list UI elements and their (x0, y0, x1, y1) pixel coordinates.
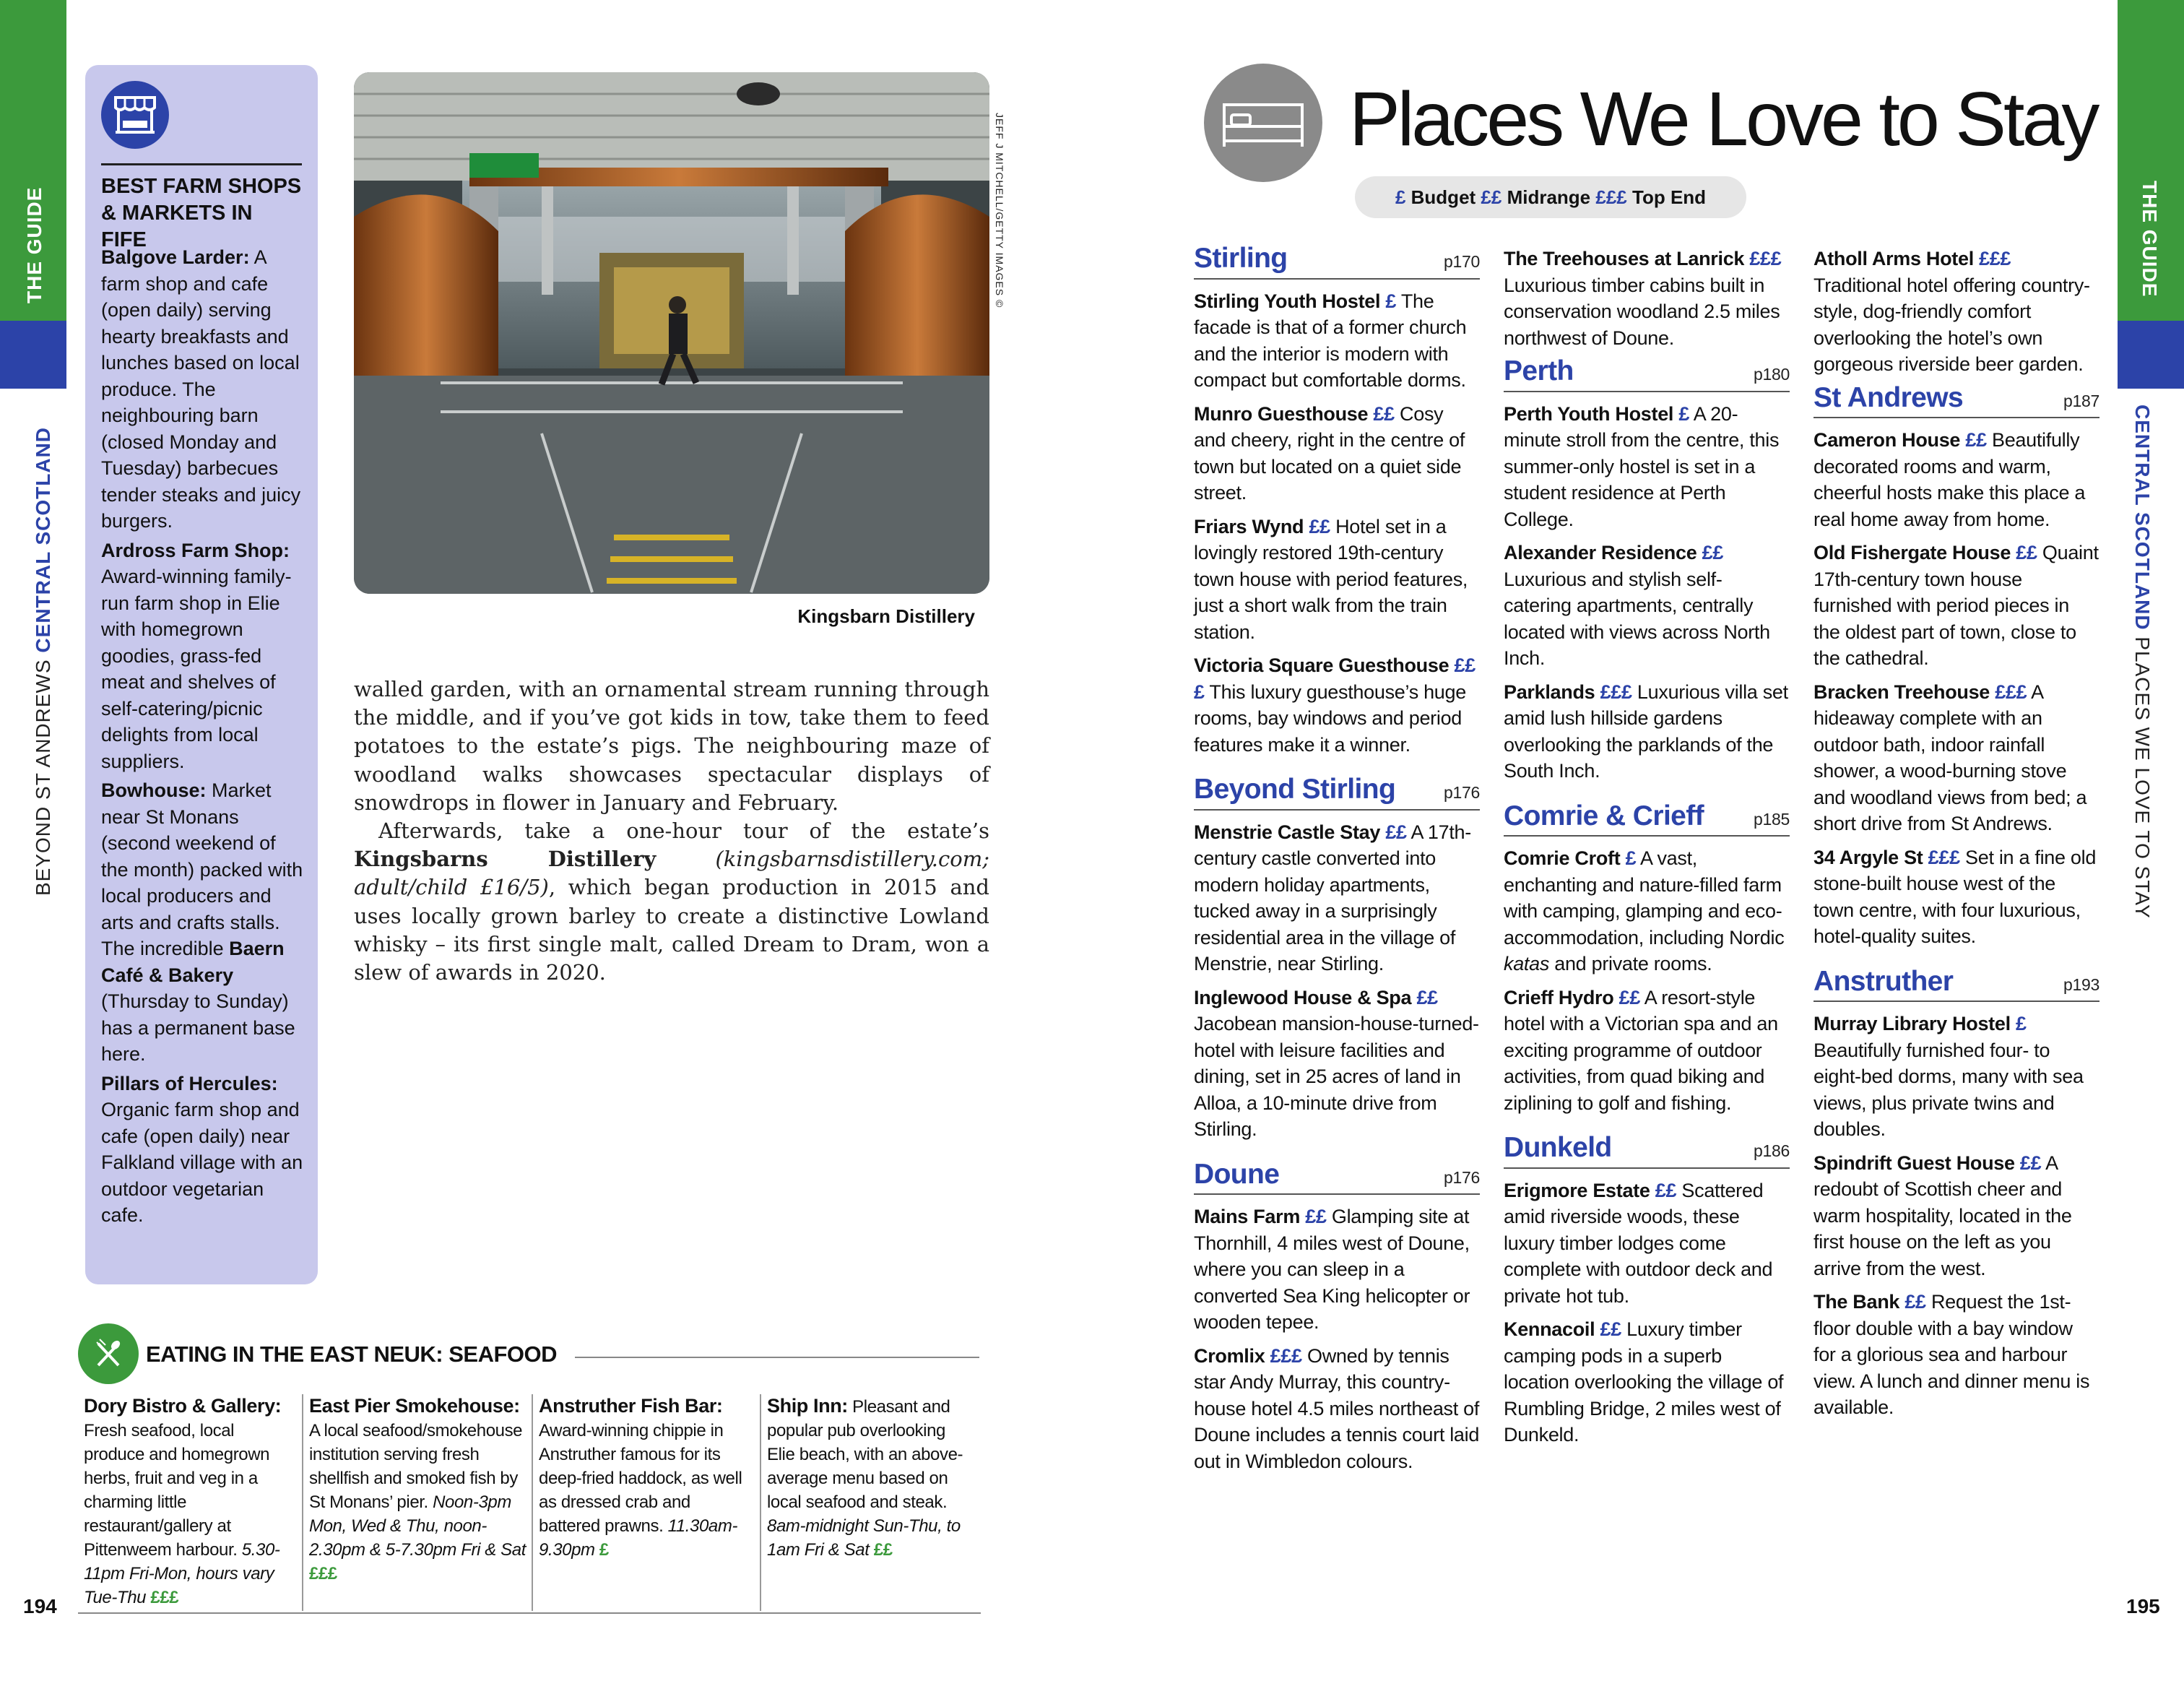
page-number-left: 194 (23, 1595, 57, 1617)
stay-entry: Stirling Youth Hostel £ The facade is that of a former church and the interior is modern with compact but comfortable dorms. (1194, 290, 1467, 391)
region-heading: Perth p180 (1504, 358, 1790, 392)
eating-column: East Pier Smokehouse: A local seafood/smokehouse institution serving fresh shellfish and smoked fish by St Monans’ pier. Noon-3pm Mon, Wed & Thu, noon-2.30pm & 5-7.30pm Fri & Sat £££ (302, 1394, 532, 1611)
stay-entry: The Treehouses at Lanrick £££ Luxurious timber cabins built in conservation woodland 2.5 miles northwest of Doune. (1504, 248, 1782, 349)
sidebar-title: BEST FARM SHOPS & MARKETS IN FIFE (101, 175, 302, 251)
stay-entry: Murray Library Hostel £ Beautifully furnished four- to eight-bed dorms, many with sea views, plus private twins and doubles. (1814, 1013, 2084, 1140)
eating-rule (575, 1357, 979, 1358)
left-running-head: BEYOND ST ANDREWS CENTRAL SCOTLAND (32, 426, 54, 896)
price-legend: £ Budget ££ Midrange £££ Top End (1355, 176, 1746, 218)
left-section-tab (0, 321, 66, 389)
body-paragraph: walled garden, with an ornamental stream running through the middle, and if you’ve got kids in tow, take them to feed potatoes to the estate’s pigs. The neighbouring maze of woodland walks showcases spectacular displays of snowdrops in flower in January and February. (354, 677, 989, 815)
region-heading: Doune p176 (1194, 1162, 1480, 1196)
stay-entry: The Bank ££ Request the 1st-floor double with a bay window for a glorious sea and harbour view. A lunch and dinner menu is available. (1814, 1291, 2090, 1418)
stay-column-2 (1504, 246, 1790, 1456)
photo-caption: Kingsbarn Distillery (797, 605, 975, 627)
stay-entry: Cromlix £££ Owned by tennis star Andy Murray, this country-house hotel 4.5 miles northeast of Doune includes a tennis court laid out in Wimbledon colours. (1194, 1344, 1480, 1472)
stay-entry: 34 Argyle St £££ Set in a fine old stone-built house west of the town centre, with four luxurious, hotel-quality suites. (1814, 846, 2097, 947)
region-heading: Comrie & Crieff p185 (1504, 803, 1790, 837)
body-paragraph: Afterwards, take a one-hour tour of the estate’s Kingsbarns Distillery (kingsbarnsdistillery.com; adult/child £16/5), which began production in 2015 and uses locally grown barley to create a distinctive Lowland whisky – its first single malt, called Dream to Dram, won a slew of awards in 2020. (354, 818, 989, 985)
eating-bottom-rule (78, 1612, 981, 1614)
right-tab-label: THE GUIDE (2138, 181, 2161, 298)
stay-entry: Spindrift Guest House ££ A redoubt of Scottish cheer and warm hospitality, located in the first house on the left as you arrive from the west. (1814, 1151, 2072, 1279)
bed-icon (1204, 64, 1322, 182)
market-stall-icon (101, 81, 169, 149)
sidebar-entry: Bowhouse: Market near St Monans (second weekend of the month) packed with local producers and arts and crafts stalls. The incredible Baern Café & Bakery (Thursday to Sunday) has a permanent base here. (101, 779, 303, 1065)
stay-entry: Victoria Square Guesthouse £££ This luxury guesthouse’s huge rooms, bay windows and period features make it a winner. (1194, 654, 1476, 756)
stay-entry: Kennacoil ££ Luxury timber camping pods in a superb location overlooking the village of Rumbling Bridge, 2 miles west of Dunkeld. (1504, 1318, 1784, 1446)
page-title: Places We Love to Stay (1349, 77, 2097, 162)
stay-entry: Bracken Treehouse £££ A hideaway complete with an outdoor bath, indoor rainfall shower, a wood-burning stove and woodland views from bed; a short drive from St Andrews. (1814, 680, 2087, 834)
stay-entry: Inglewood House & Spa ££ Jacobean mansion-house-turned-hotel with leisure facilities and dining, set in 25 acres of land in Alloa, a 10-minute drive from Stirling. (1194, 986, 1479, 1140)
body-text (354, 675, 989, 987)
stay-entry: Comrie Croft £ A vast, enchanting and nature-filled farm with camping, glamping and eco-accommodation, including Nordic katas and private rooms. (1504, 847, 1785, 975)
sidebar-text (101, 244, 305, 1232)
sidebar-entry: Pillars of Hercules: Organic farm shop and cafe (open daily) near Falkland village with an outdoor vegetarian cafe. (101, 1072, 303, 1226)
photo-credit: JEFF J MITCHELL/GETTY IMAGES © (994, 113, 1005, 308)
region-heading: Anstruther p193 (1814, 969, 2100, 1003)
distillery-photo (354, 72, 989, 594)
stay-entry: Menstrie Castle Stay ££ A 17th-century castle converted into modern holiday apartments, tucked away in a surprisingly residential area in the village of Menstrie, near Stirling. (1194, 821, 1471, 975)
fork-spoon-icon (78, 1323, 139, 1384)
region-heading: Stirling p170 (1194, 246, 1480, 280)
stay-entry: Crieff Hydro ££ A resort-style hotel with a Victorian spa and an exciting programme of outdoor activities, from quad biking and ziplining to golf and fishing. (1504, 986, 1778, 1114)
region-heading: St Andrews p187 (1814, 385, 2100, 419)
left-tab-label: THE GUIDE (23, 186, 46, 303)
stay-entry: Alexander Residence ££ Luxurious and stylish self-catering apartments, centrally located with views across North Inch. (1504, 542, 1770, 669)
stay-entry: Cameron House ££ Beautifully decorated rooms and warm, cheerful hosts make this place a real home away from home. (1814, 429, 2086, 530)
stay-entry: Old Fishergate House ££ Quaint 17th-century town house furnished with period pieces in the oldest part of town, close to the cathedral. (1814, 542, 2099, 669)
stay-entry: Friars Wynd ££ Hotel set in a lovingly restored 19th-century town house with period features, just a short walk from the train station. (1194, 515, 1468, 643)
right-running-head: CENTRAL SCOTLAND PLACES WE LOVE TO STAY (2131, 405, 2154, 919)
stay-column-1 (1194, 243, 1480, 1482)
sidebar-rule (101, 163, 302, 165)
eating-column: Ship Inn: Pleasant and popular pub overlooking Elie beach, with an above-average menu based on local seafood and steak. 8am-midnight Sun-Thu, to 1am Fri & Sat ££ (760, 1394, 981, 1611)
stay-entry: Munro Guesthouse ££ Cosy and cheery, right in the centre of town but located on a quiet side street. (1194, 402, 1465, 504)
eating-columns (78, 1394, 981, 1611)
region-heading: Dunkeld p186 (1504, 1135, 1790, 1169)
stay-entry: Erigmore Estate ££ Scattered amid riverside woods, these luxury timber lodges come complete with outdoor deck and private hot tub. (1504, 1179, 1773, 1307)
region-heading: Beyond Stirling p176 (1194, 777, 1480, 811)
right-section-tab (2118, 321, 2184, 389)
eating-column: Anstruther Fish Bar: Award-winning chippie in Anstruther famous for its deep-fried haddock, as well as dressed crab and battered prawns. 11.30am-9.30pm £ (532, 1394, 760, 1611)
stay-entry: Mains Farm ££ Glamping site at Thornhill, 4 miles west of Doune, where you can sleep in a converted Sea King helicopter or wooden tepee. (1194, 1206, 1470, 1333)
stay-entry: Perth Youth Hostel £ A 20-minute stroll from the centre, this summer-only hostel is set in a student residence at Perth College. (1504, 402, 1780, 530)
eating-title: EATING IN THE EAST NEUK: SEAFOOD (146, 1341, 558, 1367)
page-number-right: 195 (2126, 1595, 2160, 1617)
farm-shops-sidebar (85, 65, 318, 1284)
sidebar-entry: Balgove Larder: A farm shop and cafe (open daily) serving hearty breakfasts and lunches based on local produce. The neighbouring barn (closed Monday and Tuesday) barbecues tender steaks and juicy burgers. (101, 246, 301, 532)
stay-entry: Parklands £££ Luxurious villa set amid lush hillside gardens overlooking the parklands of the South Inch. (1504, 680, 1788, 782)
sidebar-entry: Ardross Farm Shop: Award-winning family-run farm shop in Elie with homegrown goodies, grass-fed meat and shelves of self-catering/picnic delights from local suppliers. (101, 539, 292, 772)
eating-column: Dory Bistro & Gallery: Fresh seafood, local produce and homegrown herbs, fruit and veg in a charming little restaurant/gallery at Pittenweem harbour. 5.30-11pm Fri-Mon, hours vary Tue-Thu £££ (84, 1395, 282, 1607)
stay-entry: Atholl Arms Hotel £££ Traditional hotel offering country-style, dog-friendly comfort overlooking the hotel’s own gorgeous riverside beer garden. (1814, 248, 2090, 375)
stay-column-3 (1814, 246, 2100, 1428)
